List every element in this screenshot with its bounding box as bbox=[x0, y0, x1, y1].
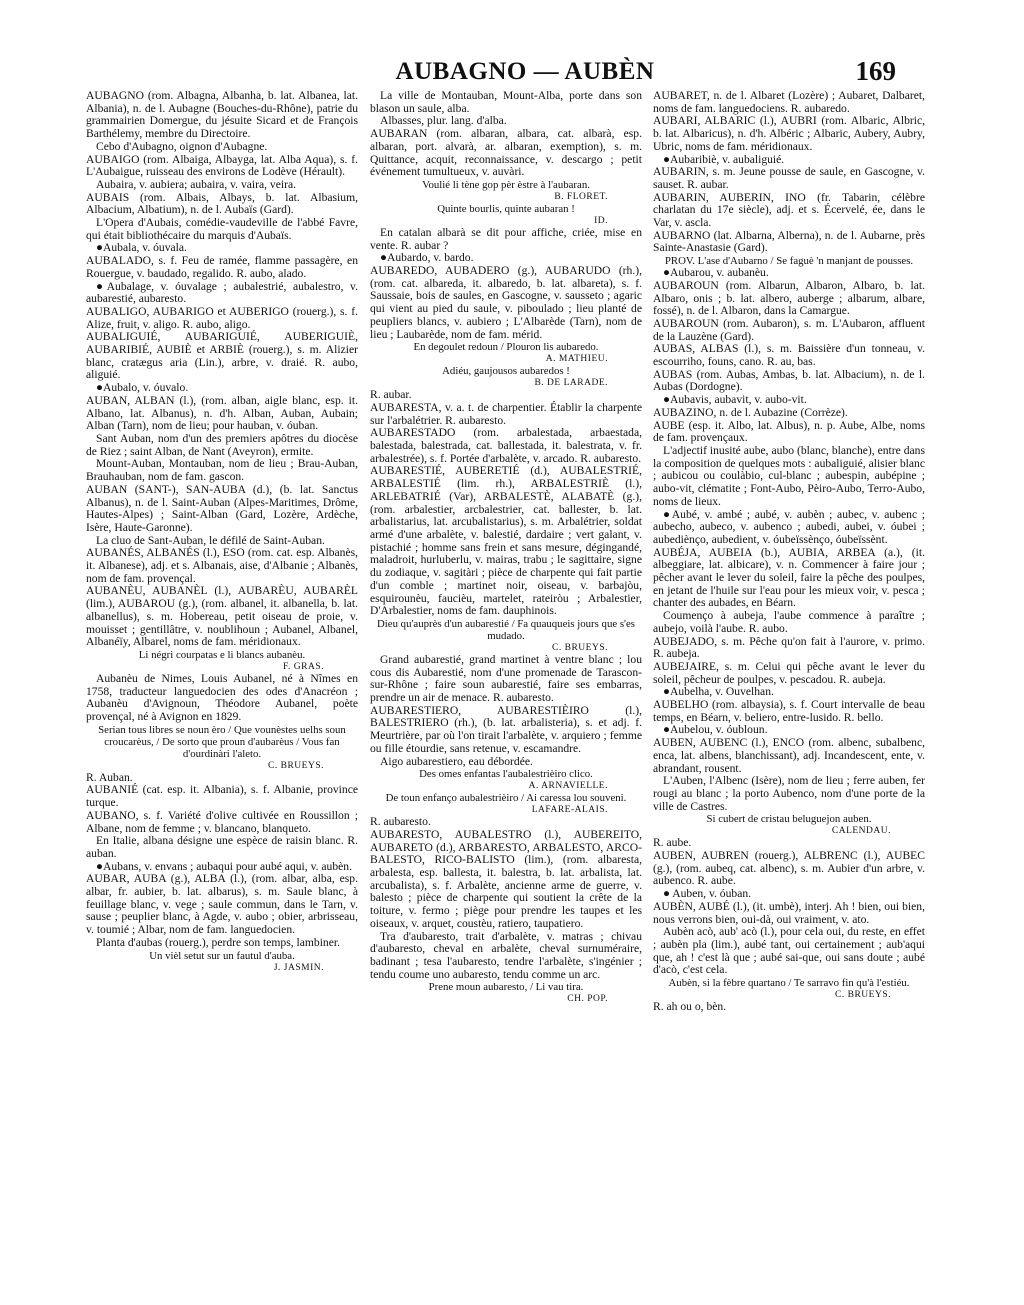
running-title: AUBAGNO — AUBÈN bbox=[395, 58, 655, 85]
dictionary-entry: AUBARESTADO (rom. arbalestada, arbaestada, balestada, balestrada, cat. ballestada, it. balestrata, v. fr. arbalestrée), s. f. Portée d'arbalète, v. arcado. R. aubaresto. bbox=[370, 426, 642, 465]
dictionary-entry: AUBALADO, s. f. Feu de ramée, flamme passagère, en Rouergue, v. baudado, regalido. R. aubo, alado. bbox=[86, 254, 358, 280]
quote-attribution: CH. POP. bbox=[567, 994, 608, 1005]
dictionary-entry: AUBEN, AUBENC (l.), ENCO (rom. albenc, subalbenc, enca, lat. albens, blanchissant), adj. Incandescent, ente, v. abrandant, rousent. bbox=[653, 736, 925, 775]
verse-quote: Si cubert de cristau beluguejon auben. bbox=[706, 813, 872, 826]
quote-attribution: LAFARE-ALAIS. bbox=[531, 805, 608, 816]
dictionary-entry: L'Opera d'Aubais, comédie-vaudeville de l'abbé Favre, qui était bibliothécaire du marquis d'Aubaïs. bbox=[86, 216, 358, 242]
dictionary-entry: Grand aubarestié, grand martinet à ventre blanc ; lou cous dis Aubarestié, nom d'une promenade de Tarascon-sur-Rhône ; faire soun aubarestié, faire ses embarras, prendre un air de menace. R. aubaresto. bbox=[370, 652, 642, 705]
dictionary-entry: AUBEJAIRE, s. m. Celui qui pêche avant le lever du soleil, pêcheur de poulpes, v. pescadou. R. aubeja. bbox=[653, 659, 925, 686]
dictionary-entry: AUBAN (SANT-), SAN-AUBA (d.), (b. lat. Sanctus Albanus), n. de l. Saint-Auban (Alpes-Maritimes, Drôme, Hautes-Alpes) ; Saint-Alban (Gard, Lozère, Ardèche, Isère, Haute-Garonne). bbox=[86, 482, 358, 534]
dictionary-entry: Planta d'aubas (rouerg.), perdre son temps, lambiner. bbox=[96, 935, 340, 949]
dictionary-entry: AUBANÈU, AUBANÈL (l.), AUBARÈU, AUBARÈL (lim.), AUBAROU (g.), (rom. albanel, it. albanella, b. lat. albanellus), s. m. Hobereau, petit oiseau de proie, v. mouisset ; gentillâtre, v. noublihoun ; Aubanel, Albanel, Albanéïy, Albarel, noms de fam. méridionaux. bbox=[86, 584, 358, 649]
dictionary-entry: AUBEN, AUBREN (rouerg.), ALBRENC (l.), AUBEC (g.), (rom. aubeq, cat. albenc), s. m. Aubier d'un arbre, v. aubenco. R. aube. bbox=[653, 849, 925, 888]
quote-attribution: C. BRUEYS. bbox=[552, 642, 608, 653]
dictionary-entry: R. Auban. bbox=[86, 770, 133, 784]
dictionary-entry: Aubaira, v. aubiera; aubaira, v. vaira, veira. bbox=[96, 177, 296, 191]
dictionary-entry: Cebo d'Aubagno, oignon d'Aubagne. bbox=[96, 139, 268, 153]
dictionary-entry: L'adjectif inusité aube, aubo (blanc, blanche), entre dans la composition de quelques mots : aubaliguié, alisier blanc ; aubicou ou coulàbio, cul-blanc ; aubespin, aubépine ; aubo-vit, clématite ; Font-Aubo, Pèiro-Aubo, Terro-Aubo, noms de lieux. bbox=[653, 443, 925, 508]
dictionary-entry: ●Aubé, v. ambé ; aubé, v. aubèn ; aubec, v. aubenc ; aubecho, aubeco, v. aubenco ; aubedi, aubei, v. óubei ; aubediènço, aubedient, v. óubeïssènço, óubeïssènt. bbox=[653, 507, 925, 546]
dictionary-entry: AUBAIGO (rom. Albaiga, Albayga, lat. Alba Aqua), s. f. L'Aubaigue, ruisseau des environs de Lodève (Hérault). bbox=[86, 152, 358, 179]
dictionary-entry: AUBAN, ALBAN (l.), (rom. alban, aigle blanc, esp. it. Albano, lat. Albanus), n. d'h. Alban, Auban, Aubain; Alban (Tarn), nom de lieu; pour hauban, v. óuban. bbox=[86, 393, 358, 433]
dictionary-entry: AUBÉJA, AUBEIA (b.), AUBIA, ARBEA (a.), (it. albeggiare, lat. albicare), v. n. Commencer à faire jour ; pêcher avant le lever du soleil, faire la pêche des poulpes, en jetant de l'huile sur l'eau pour les mieux voir, v. pesca ; chanter des aubades, en Béarn. bbox=[653, 545, 925, 610]
dictionary-entry: AUBÈN, AUBÉ (l.), (it. umbè), interj. Ah ! bien, oui bien, nous verrons bien, oui-dà, oui vraiment, v. ato. bbox=[653, 899, 925, 926]
dictionary-entry: R. aubar. bbox=[370, 388, 412, 402]
dictionary-entry: AUBANÉS, ALBANÉS (l.), ESO (rom. cat. esp. Albanès, it. Albanese), adj. et s. Albanais, aise, d'Albanie ; Albanès, nom de fam. provençal. bbox=[86, 546, 358, 585]
quote-attribution: A. ARNAVIELLE. bbox=[528, 781, 608, 792]
dictionary-entry: AUBAS, ALBAS (l.), s. m. Baissière d'un tonneau, v. escourriho, founs, cano. R. au, bas. bbox=[653, 342, 925, 369]
quote-attribution: ID. bbox=[594, 215, 608, 226]
verse-quote: PROV. L'ase d'Aubarno / Se faguè 'n manjant de pousses. bbox=[664, 255, 914, 268]
dictionary-entry: AUBANIÉ (cat. esp. it. Albania), s. f. Albanie, province turque. bbox=[86, 783, 358, 810]
verse-quote: Quinte bourlis, quinte aubaran ! bbox=[437, 202, 575, 215]
verse-quote: Serian tous libres se noun èro / Que vounèstes uelhs soun croucarèus, / De sorto que proun d'aubarèus / Vous fan d'ourdinàri l'aleto. bbox=[98, 723, 346, 760]
dictionary-entry: Tra d'aubaresto, trait d'arbalète, v. matras ; chivau d'aubaresto, cheval en arbalète, cheval surnuméraire, badinant ; tesa l'aubaresto, tendre l'arbalète, s'ingénier ; tendu coume uno aubaresto, tendu comme un arc. bbox=[370, 929, 642, 981]
dictionary-entry: AUBAS (rom. Aubas, Ambas, b. lat. Albacium), n. de l. Aubas (Dordogne). bbox=[653, 367, 925, 394]
dictionary-entry: La cluo de Sant-Auban, le défilé de Saint-Auban. bbox=[96, 533, 325, 547]
quote-attribution: J. JASMIN. bbox=[273, 962, 324, 973]
dictionary-entry: AUBARESTA, v. a. t. de charpentier. Établir la charpente sur l'arbalétrier. R. aubaresto. bbox=[370, 400, 642, 427]
dictionary-entry: AUBARIN, AUBERIN, INO (fr. Tabarin, célèbre charlatan du 17e siècle), adj. et s. Écervelé, ée, dans le Var, v. ascla. bbox=[653, 190, 925, 230]
dictionary-entry: Aubanèu de Nimes, Louis Aubanel, né à Nîmes en 1758, traducteur languedocien des odes d'Anacréon ; Aubanèu d'Avignoun, Théodore Aubanel, poète provençal, né à Avignon en 1829. bbox=[86, 671, 358, 724]
dictionary-entry: AUBAGNO (rom. Albagna, Albanha, b. lat. Albanea, lat. Albania), n. de l. Aubagne (Bouches-du-Rhône), patrie du grammairien Domergue, du jésuite Sicard et de François Barthélemy, membre du Directoire. bbox=[86, 89, 358, 141]
quote-attribution: F. GRAS. bbox=[283, 661, 324, 672]
dictionary-entry: AUBE (esp. it. Albo, lat. Albus), n. p. Aube, Albe, noms de fam. provençaux. bbox=[653, 418, 925, 445]
verse-quote: Dieu qu'auprès d'un aubarestié / Fa quauqueis jours que s'es mudado. bbox=[376, 617, 635, 642]
quote-attribution: B. DE LARADE. bbox=[534, 378, 608, 389]
column-right bbox=[653, 90, 925, 1014]
quote-attribution: A. MATHIEU. bbox=[545, 354, 608, 365]
dictionary-entry: AUBEJADO, s. m. Pêche qu'on fait à l'aurore, v. primo. R. aubeja. bbox=[653, 634, 925, 661]
dictionary-entry: En Italie, albana désigne une espèce de raisin blanc. R. auban. bbox=[86, 834, 358, 860]
verse-quote: Prene moun aubaresto, / Li vau tira. bbox=[428, 981, 584, 994]
dictionary-entry: La ville de Montauban, Mount-Alba, porte dans son blason un saule, alba. bbox=[370, 89, 642, 115]
dictionary-entry: ●Aubelou, v. óubloun. bbox=[663, 723, 768, 737]
dictionary-entry: R. aube. bbox=[653, 836, 692, 850]
verse-quote: Aubèn, si la fèbre quartano / Te sarravo fin qu'à l'estiéu. bbox=[668, 977, 910, 990]
dictionary-entry: ●Aubala, v. óuvala. bbox=[96, 241, 187, 255]
quote-attribution: C. BRUEYS. bbox=[268, 760, 324, 771]
quote-attribution: C. BRUEYS. bbox=[835, 990, 891, 1001]
dictionary-entry: AUBAZINO, n. de l. Aubazine (Corrèze). bbox=[653, 405, 848, 419]
verse-quote: De toun enfanço aubalestrièiro / Ai caressa lou souveni. bbox=[385, 792, 627, 805]
dictionary-entry: AUBARESTIERO, AUBARESTIÈIRO (l.), BALESTRIERO (rh.), (b. lat. arbalisteria), s. et adj. f. Meurtrière, par où l'on tirait l'arbalète, v. arquiero ; femme ou fille étourdie, sans retenue, v. escamandre. bbox=[370, 703, 642, 755]
dictionary-entry: ●Aubavis, aubavit, v. aubo-vit. bbox=[663, 393, 807, 407]
dictionary-entry: Aubèn acò, aub' acò (l.), pour cela oui, du reste, en effet ; aubèn pla (lim.), aubé tant, oui certainement ; aub'aqui que, ah ! c'est là que ; aubé sai-que, oui sans doute ; aubé d'acò, c'est cela. bbox=[653, 925, 925, 977]
dictionary-entry: Mount-Auban, Montauban, nom de lieu ; Brau-Auban, Brauhauban, nom de fam. gascon. bbox=[86, 457, 358, 484]
dictionary-entry: AUBARAN (rom. albaran, albara, cat. albarà, esp. albaran, port. alvarà, ar. albaran, exemption), s. m. Quittance, acquit, reconnaissance, v. descargo ; petit événement tumultueux, v. auvàri. bbox=[370, 127, 642, 179]
dictionary-entry: AUBARET, n. de l. Albaret (Lozère) ; Aubaret, Dalbaret, noms de fam. languedociens. R. aubaredo. bbox=[653, 89, 925, 115]
dictionary-entry: AUBARNO (lat. Albarna, Alberna), n. de l. Aubarne, près Sainte-Anastasie (Gard). bbox=[653, 228, 925, 255]
dictionary-entry: Sant Auban, nom d'un des premiers apôtres du diocèse de Riez ; saint Alban, de Nant (Aveyron), ermite. bbox=[86, 431, 358, 458]
dictionary-entry: AUBALIGUIÉ, AUBARIGUIÉ, AUBERIGUIÈ, AUBARIBIÉ, AUBIÈ et ARBIÈ (rouerg.), s. m. Alizier blanc, cratægus aria (Lin.), arbre, v. draié. R. aubo, aliguié. bbox=[86, 330, 358, 382]
dictionary-entry: AUBARI, ALBARIC (l.), AUBRI (rom. Albaric, Albric, b. lat. Albaricus), n. d'h. Albéric ; Albaric, Aubery, Aubry, Ubric, noms de fam. méridionaux. bbox=[653, 114, 925, 153]
dictionary-entry: ●Aubaribiè, v. aubaliguié. bbox=[663, 152, 785, 166]
dictionary-entry: AUBARIN, s. m. Jeune pousse de saule, en Gascogne, v. sauset. R. aubar. bbox=[653, 165, 925, 191]
dictionary-entry: En catalan albarà se dit pour affiche, criée, mise en vente. R. aubar ? bbox=[370, 225, 642, 252]
quote-attribution: CALENDAU. bbox=[831, 826, 891, 837]
verse-quote: Un vièl setut sur un fautul d'auba. bbox=[149, 949, 295, 962]
dictionary-entry: Albasses, plur. lang. d'alba. bbox=[380, 114, 507, 128]
quote-attribution: B. FLORET. bbox=[554, 191, 608, 202]
dictionary-entry: AUBAIS (rom. Albais, Albays, b. lat. Albasium, Albacium, Albatium), n. de l. Aubaïs (Gard). bbox=[86, 190, 358, 217]
column-left bbox=[86, 90, 358, 974]
verse-quote: Li négri courpatas e li blancs aubanèu. bbox=[138, 648, 306, 661]
dictionary-entry: ●Aubalage, v. óuvalage ; aubalestrié, aubalestro, v. aubarestié, aubaresto. bbox=[86, 279, 358, 306]
dictionary-entry: Coumenço à aubeja, l'aube commence à paraître ; aubejo, voilà l'aube. R. aubo. bbox=[653, 609, 925, 635]
dictionary-entry: AUBAREDO, AUBADERO (g.), AUBARUDO (rh.), (rom. cat. albareda, it. albaredo, b. lat. albareta), s. f. Saussaie, bois de saules, en Gascogne, v. sausseto ; agaric qui vient au pied du saule, v. piboulado ; lieu planté de peupliers blancs, v. aubiero ; L'Albarède (Tarn), nom de lieu ; Laubarède, nom de fam. mérid. bbox=[370, 264, 642, 341]
dictionary-entry: ●Aubalo, v. óuvalo. bbox=[96, 381, 189, 395]
dictionary-entry: AUBANO, s. f. Variété d'olive cultivée en Roussillon ; Albane, nom de femme ; v. blancano, blanqueto. bbox=[86, 808, 358, 835]
dictionary-entry: ●Aubelha, v. Ouvelhan. bbox=[663, 685, 774, 699]
dictionary-entry: ●Aubarou, v. aubanèu. bbox=[663, 266, 769, 280]
dictionary-entry: L'Auben, l'Albenc (Isère), nom de lieu ; ferre auben, fer rougi au blanc ; la porto Aubenco, nom d'une porte de la ville de Castres. bbox=[653, 774, 925, 813]
dictionary-entry: AUBARESTIÉ, AUBERETIÉ (d.), AUBALESTRIÉ, ARBALESTIÉ (lim. rh.), ARBALESTRIÈ (l.), ARLEBATRIÉ (Var), ARBALESTÈ, ALABATÈ (g.), (rom. arbalestier, arcbalestrier, cat. ballester, b. lat. arbalistarius, lat. arcubalistarius), s. m. Arbalétrier, soldat armé d'une arbalète, v. balestié, dardaire ; vert galant, v. pistachié ; homme sans frein et sans mesure, dégingandé, maladroit, hurluberlu, v. mairas, trabu ; le sagittaire, signe du zodiaque, v. sagitàri ; pièce de charpente qui fait partie d'un comble ; martinet noir, oiseau, v. barbajòu, esquirounèu, faucièu, martelet, rateiròu ; Arbalestier, D'Arbalestier, noms de fam. dauphinois. bbox=[370, 464, 642, 618]
dictionary-entry: AUBAROUN (rom. Aubaron), s. m. L'Aubaron, affluent de la Lauzène (Gard). bbox=[653, 316, 925, 343]
dictionary-entry: ●Aubans, v. envans ; aubaqui pour aubé aqui, v. aubèn. bbox=[96, 859, 352, 873]
dictionary-entry: AUBALIGO, AUBARIGO et AUBERIGO (rouerg.), s. f. Alize, fruit, v. aligo. R. aubo, aligo. bbox=[86, 304, 358, 331]
dictionary-entry: R. ah ou o, bèn. bbox=[653, 1000, 727, 1014]
dictionary-entry: ●Aubardo, v. bardo. bbox=[380, 251, 474, 265]
verse-quote: Voulié li tène gop pèr èstre à l'aubaran. bbox=[422, 178, 590, 191]
dictionary-entry: Aigo aubarestiero, eau débordée. bbox=[380, 754, 533, 768]
column-middle bbox=[370, 90, 642, 1005]
page-number: 169 bbox=[855, 56, 896, 86]
verse-quote: Des omes enfantas l'aubalestrièiro clico. bbox=[419, 768, 593, 781]
dictionary-entry: AUBAR, AUBA (g.), ALBA (l.), (rom. albar, alba, esp. albar, fr. aubier, b. lat. albarus), s. m. Saule blanc, à feuillage blanc, v. vege ; saule commun, dans le Tarn, v. sause ; peuplier blanc, à Agde, v. aubo ; obier, arbrisseau, v. toumié ; Albar, nom de fam. languedocien. bbox=[86, 872, 358, 937]
dictionary-entry: R. aubaresto. bbox=[370, 815, 431, 829]
verse-quote: Adiéu, gaujousos aubaredos ! bbox=[442, 365, 570, 378]
dictionary-entry: AUBELHO (rom. albaysia), s. f. Court intervalle de beau temps, en Béarn, v. beliero, entre-lusido. R. bello. bbox=[653, 698, 925, 724]
dictionary-entry: AUBAROUN (rom. Albarun, Albaron, Albaro, b. lat. Albaro, onis ; b. lat. albero, auberge ; albarum, albare, fossé), n. de l. Albaron, dans la Camargue. bbox=[653, 278, 925, 318]
verse-quote: En degoulet redoun / Plouron lis aubaredo. bbox=[413, 341, 599, 354]
dictionary-entry: ● Auben, v. óuban. bbox=[663, 887, 752, 901]
dictionary-entry: AUBARESTO, AUBALESTRO (l.), AUBEREITO, AUBARETO (d.), ARBARESTO, ARBALESTO, ARCO-BALESTO, RICO-BALISTO (lim.), (rom. albaresta, arbalesta, esp. ballesta, it. balestra, b. lat. arbalista, lat. arcubalista), s. f. Arbalète, ancienne arme de guerre, v. balesto ; pièce de charpente qui soutient la crête de la toiture, v. fermo ; piège pour prendre les taupes et les oiseaux, v. arquet, coustèu, ratiero, taupatiero. bbox=[370, 827, 642, 930]
